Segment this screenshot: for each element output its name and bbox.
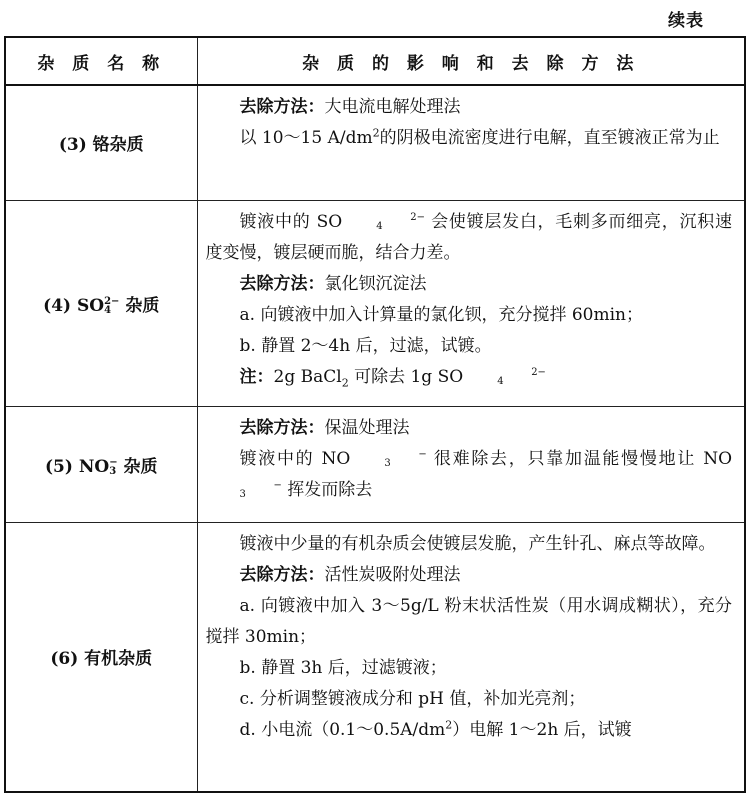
procedure-step xyxy=(206,715,733,746)
removal-method-line xyxy=(206,560,733,591)
ion-charge xyxy=(350,444,426,475)
ion-charge xyxy=(104,296,119,316)
header-effect-and-removal: 杂 质 的 影 响 和 去 除 方 法 xyxy=(197,37,745,85)
procedure-text-part: 挥发而除去 xyxy=(281,479,373,500)
effect-text: 镀液中少量的有机杂质会使镀层发脆，产生针孔、麻点等故障。 xyxy=(239,533,716,554)
impurity-description xyxy=(197,406,745,522)
impurity-name: (6) 有机杂质 xyxy=(5,522,197,792)
subscript: 3 xyxy=(384,458,391,469)
name-part: (5) NO xyxy=(45,456,110,477)
removal-method-label: 去除方法： xyxy=(239,417,325,438)
superscript: 2− xyxy=(104,296,120,307)
table-row xyxy=(5,522,745,792)
removal-method-label: 去除方法： xyxy=(239,564,325,585)
procedure-step: a. 向镀液中加入计算量的氯化钡，充分搅拌 60min； xyxy=(239,304,643,325)
impurity-name xyxy=(5,406,197,522)
procedure-text-part: 很难除去，只靠加温能慢慢地让 NO xyxy=(426,448,732,469)
table-row xyxy=(5,200,745,406)
subscript: 4 xyxy=(104,305,112,316)
removal-method-label: 去除方法： xyxy=(239,273,325,294)
removal-method-name: 大电流电解处理法 xyxy=(324,97,461,117)
procedure-step: b. 静置 3h 后，过滤镀液； xyxy=(239,657,447,678)
removal-method-line xyxy=(206,92,733,123)
subscript: 4 xyxy=(497,376,504,387)
effect-text xyxy=(206,207,733,269)
removal-method-line xyxy=(206,413,733,444)
superscript: 2− xyxy=(531,367,546,378)
note-line xyxy=(206,362,733,393)
name-part: 杂质 xyxy=(119,295,160,316)
header-impurity-name: 杂 质 名 称 xyxy=(5,37,197,85)
procedure-text xyxy=(206,123,733,154)
name-part: 杂质 xyxy=(117,456,158,477)
note-part: 可除去 1g SO xyxy=(348,366,464,387)
ion-charge xyxy=(206,475,282,506)
effect-text-part: 会使镀层发白，毛刺多而细亮，沉积速度变慢，镀层硬而脆，结合力差。 xyxy=(205,211,732,263)
procedure-text-part: 镀液中的 NO xyxy=(239,448,351,469)
subscript: 4 xyxy=(376,221,383,232)
procedure-step: a. 向镀液中加入 3～5g/L 粉末状活性炭（用水调成糊状），充分搅拌 30min； xyxy=(205,595,732,647)
removal-method-name: 活性炭吸附处理法 xyxy=(324,564,461,585)
removal-method-name: 氯化钡沉淀法 xyxy=(324,273,427,294)
effect-text-part: 镀液中的 SO xyxy=(239,211,343,232)
procedure-text xyxy=(206,444,733,506)
impurity-description xyxy=(197,85,745,200)
removal-method-label: 去除方法： xyxy=(239,97,325,117)
impurity-table xyxy=(4,36,746,793)
procedure-step-part: d. 小电流（0.1～0.5A/dm xyxy=(239,719,446,740)
impurity-description xyxy=(197,200,745,406)
ion-charge xyxy=(342,207,425,238)
table-row xyxy=(5,406,745,522)
procedure-text-part: 以 10～15 A/dm xyxy=(239,128,373,148)
name-part: (4) SO xyxy=(43,295,105,316)
note-part: 2g BaCl xyxy=(273,366,342,387)
procedure-step-part: ）电解 1～2h 后，试镀 xyxy=(452,719,632,740)
impurity-description xyxy=(197,522,745,792)
superscript: 2 xyxy=(372,126,380,140)
subscript: 3 xyxy=(239,489,246,500)
superscript: 2 xyxy=(445,717,453,731)
superscript: 2− xyxy=(410,212,425,223)
impurity-name: (3) 铬杂质 xyxy=(5,85,197,200)
ion-charge xyxy=(463,362,546,393)
procedure-text-part: 的阴极电流密度进行电解，直至镀液正常为止 xyxy=(379,128,720,148)
removal-method-name: 保温处理法 xyxy=(324,417,410,438)
continued-label: 续表 xyxy=(668,11,704,31)
table-row xyxy=(5,85,745,200)
subscript: 3 xyxy=(109,466,117,477)
procedure-step: c. 分析调整镀液成分和 pH 值，补加光亮剂； xyxy=(239,688,586,709)
subscript: 2 xyxy=(341,375,349,389)
removal-method-line xyxy=(206,269,733,300)
note-label: 注： xyxy=(239,366,274,387)
ion-charge xyxy=(109,457,117,477)
procedure-step: b. 静置 2～4h 后，过滤，试镀。 xyxy=(239,335,492,356)
superscript: − xyxy=(109,457,118,468)
superscript: − xyxy=(418,449,427,460)
superscript: − xyxy=(273,480,282,491)
impurity-name xyxy=(5,200,197,406)
header-row xyxy=(5,37,745,85)
